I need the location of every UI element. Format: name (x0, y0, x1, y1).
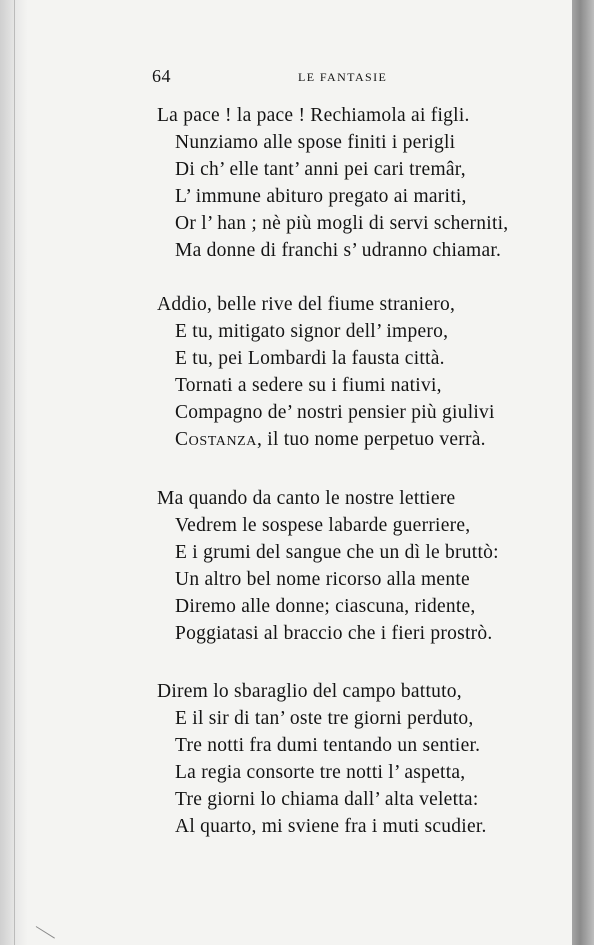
running-title: LE FANTASIE (298, 70, 388, 84)
page-corner-mark (36, 926, 55, 939)
verse-line: Vedrem le sospese labarde guerriere, (175, 515, 471, 536)
verse-line: Al quarto, mi sviene fra i muti scudier. (175, 816, 487, 837)
verse-line: La regia consorte tre notti l’ aspetta, (175, 762, 466, 783)
verse-line: E tu, pei Lombardi la fausta città. (175, 348, 445, 369)
verse-line: Direm lo sbaraglio del campo battuto, (157, 681, 462, 702)
verse-line: Compagno de’ nostri pensier più giulivi (175, 402, 495, 423)
verse-line: Ma quando da canto le nostre lettiere (157, 488, 456, 509)
name-costanza: Costanza (175, 429, 258, 450)
verse-line: Ma donne di franchi s’ udranno chiamar. (175, 240, 502, 261)
running-header (0, 66, 572, 90)
verse-line: E i grumi del sangue che un dì le bruttò: (175, 542, 499, 563)
verse-line: Un altro bel nome ricorso alla mente (175, 569, 470, 590)
page-edge-shadow (572, 0, 594, 945)
verse-line-rest: , il tuo nome perpetuo verrà. (257, 429, 486, 450)
verse-line: Tornati a sedere su i fiumi nativi, (175, 375, 442, 396)
gutter-line (14, 0, 15, 945)
verse-line: L’ immune abituro pregato ai mariti, (175, 186, 467, 207)
verse-line: Tre notti fra dumi tentando un sentier. (175, 735, 481, 756)
verse-line: Poggiatasi al braccio che i fieri prostrò. (175, 623, 493, 644)
verse-line: Addio, belle rive del fiume straniero, (157, 294, 456, 315)
verse-line (175, 428, 486, 452)
page-number: 64 (152, 66, 171, 86)
verse-line: Or l’ han ; nè più mogli di servi scherniti, (175, 213, 509, 234)
verse-line: Di ch’ elle tant’ anni pei cari tremâr, (175, 159, 466, 180)
verse-line: E tu, mitigato signor dell’ impero, (175, 321, 449, 342)
verse-line: Diremo alle donne; ciascuna, ridente, (175, 596, 476, 617)
verse-line: E il sir di tan’ oste tre giorni perduto, (175, 708, 474, 729)
verse-line: Nunziamo alle spose finiti i perigli (175, 132, 456, 153)
page-gutter (0, 0, 28, 945)
verse-line: La pace ! la pace ! Rechiamola ai figli. (157, 105, 470, 126)
verse-line: Tre giorni lo chiama dall’ alta veletta: (175, 789, 479, 810)
